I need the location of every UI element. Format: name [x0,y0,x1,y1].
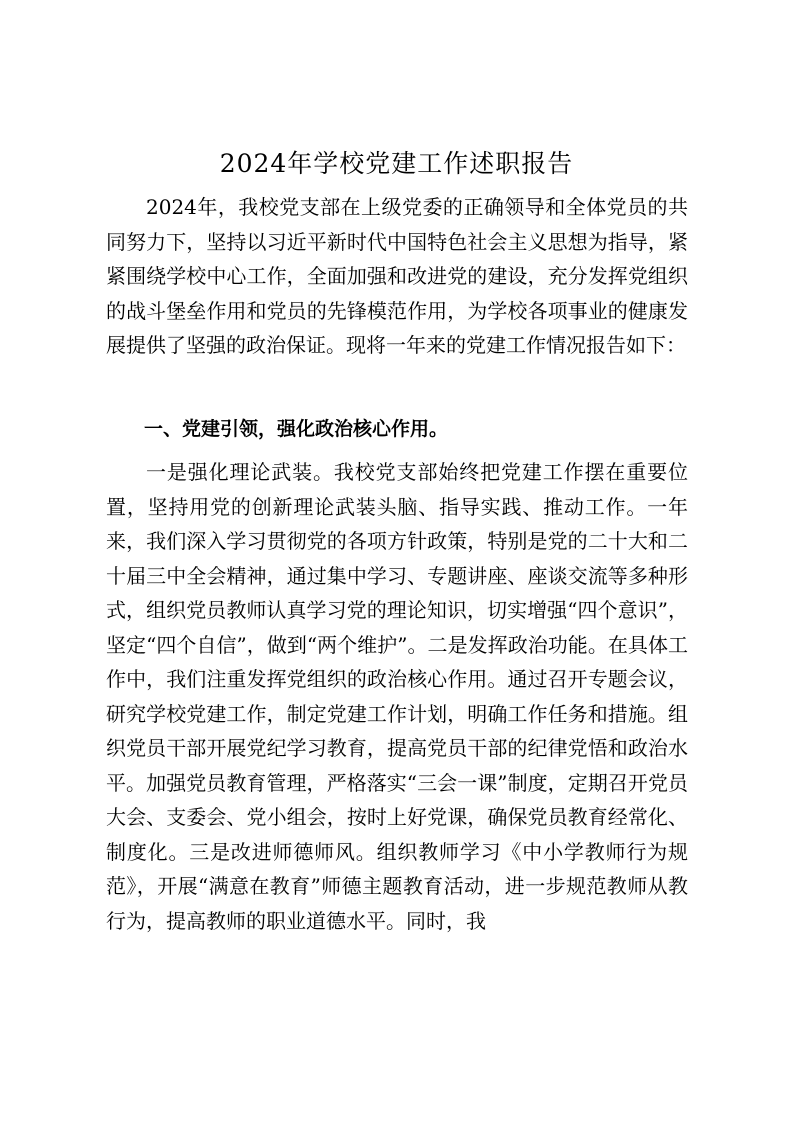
section-heading-1: 一、党建引领，强化政治核心作用。 [144,418,449,440]
document-title: 2024年学校党建工作述职报告 [219,149,574,178]
section-1-paragraph: 一是强化理论武装。我校党支部始终把党建工作摆在重要位置，坚持用党的创新理论武装头脑、指导实践、推动工作。一年来，我们深入学习贯彻党的各项方针政策，特别是党的二十大和二十届三中全会精神，通过集中学习、专题讲座、座谈交流等多种形式，组织党员教师认真学习党的理论知识，切实增强“四个意识”，坚定“四个自信”，做到“两个维护”。二是发挥政治功能。在具体工作中，我们注重发挥党组织的政治核心作用。通过召开专题会议，研究学校党建工作，制定党建工作计划，明确工作任务和措施。组织党员干部开展党纪学习教育，提高党员干部的纪律党悟和政治水平。加强党员教育管理，严格落实“三会一课”制度，定期召开党员大会、支委会、党小组会，按时上好党课，确保党员教育经常化、制度化。三是改进师德师风。组织教师学习《中小学教师行为规范》，开展“满意在教育”师德主题教育活动，进一步规范教师从教行为，提高教师的职业道德水平。同时，我 [106,460,688,933]
intro-paragraph: 2024年，我校党支部在上级党委的正确领导和全体党员的共同努力下，坚持以习近平新时代中国特色社会主义思想为指导，紧紧围绕学校中心工作，全面加强和改进党的建设，充分发挥党组织的战斗堡垒作用和党员的先锋模范作用，为学校各项事业的健康发展提供了坚强的政治保证。现将一年来的党建工作情况报告如下： [106,195,688,357]
